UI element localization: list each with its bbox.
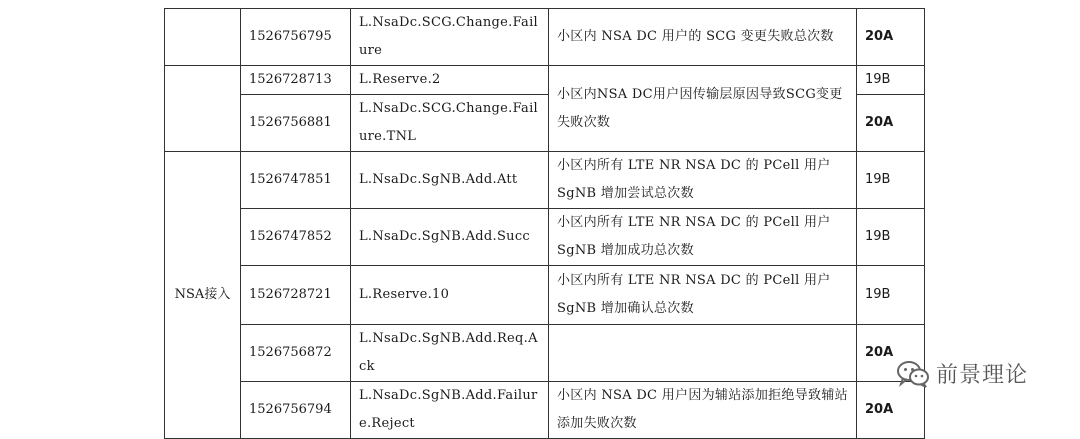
category-cell [165,9,241,66]
counter-id: 1526747851 [241,152,351,209]
counter-id: 1526756794 [241,382,351,439]
table-row [165,66,925,95]
counter-name: L.NsaDc.SCG.Change.Failure.TNL [351,95,549,152]
counter-desc [549,325,857,382]
table-row [165,209,925,266]
table-row [165,382,925,439]
category-cell [165,66,241,152]
table-row [165,9,925,66]
watermark-text: 前景理论 [936,363,1029,388]
counter-name: L.NsaDc.SgNB.Add.Att [351,152,549,209]
counter-desc: 小区内 NSA DC 用户因为辅站添加拒绝导致辅站添加失败次数 [549,382,857,439]
counter-id: 1526728713 [241,66,351,95]
table-row [165,325,925,382]
version-cell: 19B [857,152,925,209]
version-cell: 19B [857,209,925,266]
counter-desc: 小区内所有 LTE NR NSA DC 的 PCell 用户 SgNB 增加尝试总次数 [549,152,857,209]
version-cell: 19B [857,266,925,325]
counter-desc: 小区内NSA DC用户因传输层原因导致SCG变更失败次数 [549,66,857,152]
counter-id: 1526747852 [241,209,351,266]
counter-name: L.NsaDc.SgNB.Add.Failure.Reject [351,382,549,439]
counter-id: 1526728721 [241,266,351,325]
watermark [896,358,1028,389]
counter-name: L.Reserve.2 [351,66,549,95]
counter-name: L.NsaDc.SgNB.Add.Succ [351,209,549,266]
version-cell: 20A [857,382,925,439]
counter-desc: 小区内所有 LTE NR NSA DC 的 PCell 用户 SgNB 增加成功总次数 [549,209,857,266]
version-cell: 20A [857,9,925,66]
counter-desc: 小区内 NSA DC 用户的 SCG 变更失败总次数 [549,9,857,66]
counter-desc: 小区内所有 LTE NR NSA DC 的 PCell 用户 SgNB 增加确认总次数 [549,266,857,325]
counter-name: L.NsaDc.SgNB.Add.Req.Ack [351,325,549,382]
counter-id: 1526756795 [241,9,351,66]
version-cell: 20A [857,325,925,382]
table-row [165,266,925,325]
table-row [165,152,925,209]
counter-id: 1526756872 [241,325,351,382]
counter-name: L.NsaDc.SCG.Change.Failure [351,9,549,66]
counter-name: L.Reserve.10 [351,266,549,325]
category-cell: NSA接入 [165,152,241,439]
version-cell: 20A [857,95,925,152]
counter-table [164,8,925,439]
version-cell: 19B [857,66,925,95]
counter-id: 1526756881 [241,95,351,152]
wechat-icon [896,359,930,389]
